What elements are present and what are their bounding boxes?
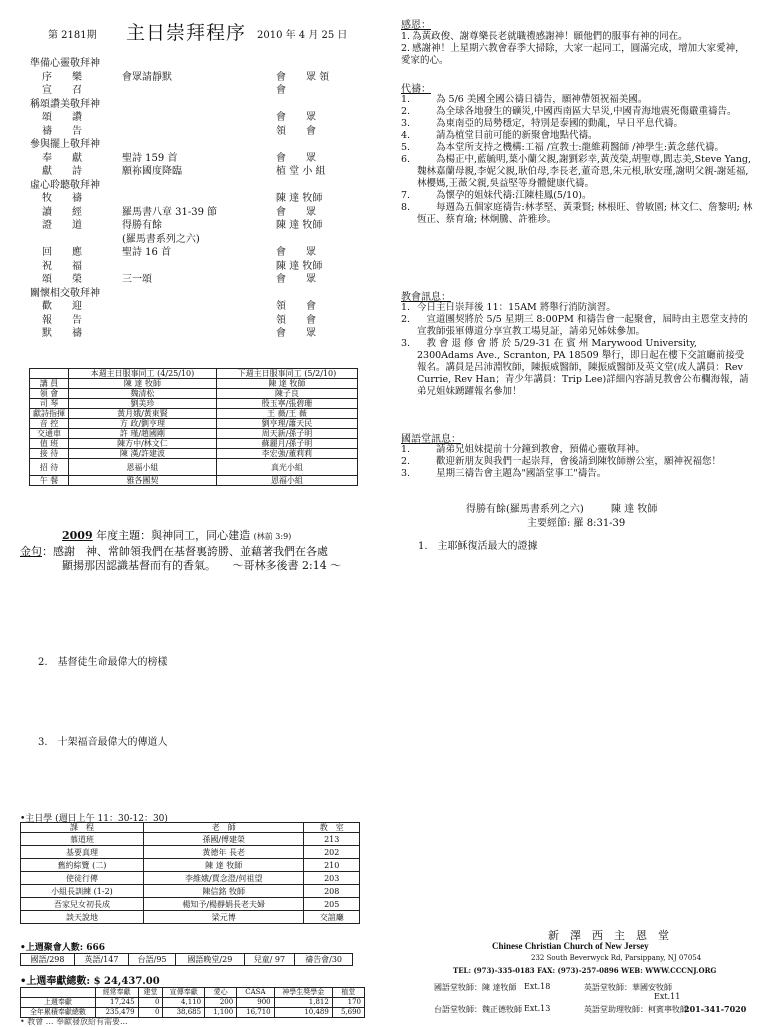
list-item-text: 為楊正中,藍毓明,葉小蘭父親,謝劉彩幸,黃茂榮,胡聖尊,閻志美,Steve Yang,魏林嘉蘭母親,李妮父親,耿伯母,李長老,董奇恩,朱元根,耿安瑾,謝明父親-謝延福,林櫻媽,王薇父親,吳益堅等身體健康代禱。 — [417, 154, 752, 189]
workers-cell: 音 控 — [30, 419, 69, 429]
list-item — [401, 338, 753, 398]
school-cell: 202 — [304, 846, 360, 859]
attendance-cell: 台語/95 — [128, 954, 175, 966]
offering-header-cell: 經常奉獻 — [95, 988, 138, 998]
order-item-name: 頌 榮 — [42, 274, 82, 285]
order-item-name: 讀 經 — [42, 206, 82, 218]
list-item-number: 4. — [401, 130, 411, 141]
workers-cell: 黃月娥/黃東賢 — [69, 409, 217, 419]
attendance-cell: 兒童/ 97 — [244, 954, 295, 966]
workers-row — [30, 419, 358, 429]
service-order — [30, 54, 360, 354]
offering-note: • 教會 ... 奉獻發放給有需要... — [20, 1017, 128, 1026]
order-item-detail: (羅馬書系列之六) — [122, 233, 200, 245]
theme-ref: (林前 3:9) — [253, 532, 292, 541]
school-row — [21, 833, 360, 846]
list-item — [401, 302, 753, 314]
sunday-school-table — [20, 822, 360, 924]
list-item — [401, 130, 753, 142]
school-row — [21, 846, 360, 859]
offering-header-cell: CASA — [237, 988, 274, 998]
school-cell: 孫國/傅建榮 — [143, 833, 304, 846]
attendance-cell: 禱告會/30 — [295, 954, 353, 966]
staff-field: Ext.18 — [524, 982, 551, 991]
staff-field: 國語堂牧師：陳 達牧師 — [434, 983, 517, 992]
workers-cell: 魏清松 — [69, 389, 217, 399]
school-row — [21, 885, 360, 898]
order-item-name: 默 禱 — [42, 328, 82, 339]
offering-cell: 全年累積奉獻總數 — [21, 1008, 96, 1018]
offering-cell: 200 — [205, 998, 237, 1008]
workers-cell: 司 琴 — [30, 399, 69, 409]
order-item-person: 會 眾 — [276, 112, 316, 123]
list-item-text: 為 5/6 美國全國公禱日禱告，願神帶領祝福美國。 — [417, 94, 648, 105]
workers-cell: 真光小組 — [216, 459, 357, 476]
order-item-person: 會 眾 領 — [276, 71, 330, 83]
offering-cell: 235,479 — [95, 1008, 138, 1018]
order-item-detail: 願祢國度降臨 — [122, 166, 182, 177]
list-item-number: 2. — [401, 106, 411, 117]
order-heading-text: 參與擺上敬拜神 — [30, 139, 100, 150]
list-item — [401, 444, 753, 456]
offering-cell: 0 — [138, 998, 163, 1008]
order-item-person: 會 眾 — [276, 206, 316, 218]
workers-cell: 蘇麗月/孫子明 — [216, 439, 357, 449]
workers-cell: 恩福小組 — [216, 476, 357, 486]
list-item — [401, 142, 753, 154]
offering-cell: 0 — [138, 1008, 163, 1018]
school-cell: 陳 達 牧師 — [143, 859, 304, 872]
workers-row — [30, 389, 358, 399]
order-item-person: 會 眾 — [276, 274, 316, 285]
workers-cell: 陳 達 牧師 — [69, 379, 217, 389]
list-item — [401, 202, 753, 226]
church-name-zh: 新 澤 西 主 恩 堂 — [548, 929, 669, 942]
list-item-text: 為全球各地發生的礦災,中國西南區大旱災,中國青海地震死傷嚴重禱告。 — [417, 106, 737, 117]
order-item-name: 序 樂 — [42, 71, 82, 83]
list-item — [401, 456, 753, 468]
offering-table — [20, 987, 365, 1018]
list-item-number: 3. — [401, 118, 411, 129]
church-contact: TEL: (973)-335-0183 FAX: (973)-257-0896 WEB: WWW.CCCNJ.ORG — [453, 966, 717, 975]
workers-cell: 陳 達 牧師 — [216, 379, 357, 389]
list-item-number: 1. — [401, 302, 411, 313]
news-list — [401, 302, 753, 428]
offering-cell: 900 — [237, 998, 274, 1008]
prayer-list — [401, 94, 753, 284]
staff-field: 201-341-7020 — [684, 1004, 747, 1014]
workers-cell: 周天新/孫子明 — [216, 429, 357, 439]
order-heading-text: 稱頌讚美敬拜神 — [30, 98, 100, 110]
thanks-title: 感恩： — [401, 20, 431, 31]
workers-row — [30, 409, 358, 419]
list-item — [401, 154, 753, 190]
workers-cell: 劉亨理/蕭天民 — [216, 419, 357, 429]
workers-row — [30, 449, 358, 459]
order-item-person: 會 眾 — [276, 152, 316, 164]
list-item-number: 3. — [401, 468, 411, 479]
school-header-row — [21, 823, 360, 833]
workers-header-cell — [30, 369, 69, 379]
offering-cell: 1,812 — [274, 998, 332, 1008]
order-item-name: 祝 福 — [42, 260, 82, 272]
offering-cell: 170 — [332, 998, 364, 1008]
order-item-detail: 會眾請靜默 — [122, 71, 172, 83]
verse-line-1: ：感謝 神、常帥領我們在基督裏誇勝、並藉著我們在各處 — [42, 545, 328, 558]
workers-header-cell: 本週主日服事同工 (4/25/10) — [69, 369, 217, 379]
order-item-name: 禱 告 — [42, 125, 82, 137]
order-heading-text: 準備心靈敬拜神 — [30, 58, 100, 69]
school-cell: 使徒行傳 — [21, 872, 144, 885]
school-row — [21, 898, 360, 911]
order-item-name: 歡 迎 — [42, 301, 82, 312]
sermon-point-2: 2. 基督徒生命最偉大的榜樣 — [38, 657, 168, 668]
workers-row — [30, 476, 358, 486]
list-item-text: 為東南亞的局勢穩定，特別是泰國的動亂，早日平息代禱。 — [417, 118, 684, 129]
school-cell: 208 — [304, 885, 360, 898]
list-item — [401, 190, 753, 202]
list-item-number: 2. — [401, 456, 411, 467]
list-item-text: 歡迎新朋友與我們一起崇拜，會後請到陳牧師辦公室，願神祝福您！ — [417, 456, 722, 467]
offering-cell: 16,710 — [237, 1008, 274, 1018]
list-item-number: 1. — [401, 444, 411, 455]
list-item-text: 請弟兄姐妹提前十分鐘到教會，預備心靈敬拜神。 — [417, 444, 646, 455]
offering-row — [21, 998, 365, 1008]
order-item-detail: 聖詩 159 首 — [122, 152, 178, 164]
verse-line-2: 顯揚那因認識基督而有的香氣。 ～哥林多後書 2:14 ～ — [62, 559, 342, 572]
school-cell: 慕道班 — [21, 833, 144, 846]
school-cell: 213 — [304, 833, 360, 846]
church-name-en: Chinese Christian Church of New Jersey — [492, 941, 649, 951]
school-cell: 205 — [304, 898, 360, 911]
bulletin-title: 主日崇拜程序 — [126, 22, 247, 44]
school-cell: 黃德年 長老 — [143, 846, 304, 859]
prayer-title: 代禱： — [401, 84, 431, 95]
offering-header-cell: 植堂 — [332, 988, 364, 998]
annual-theme — [62, 527, 291, 543]
news-title: 教會訊息： — [401, 292, 451, 303]
sermon-point-3: 3. 十架福音最偉大的傳道人 — [38, 737, 168, 748]
workers-row — [30, 379, 358, 389]
workers-cell: 李宏強/董莉莉 — [216, 449, 357, 459]
order-heading-text: 虛心聆聽敬拜神 — [30, 179, 100, 191]
order-item-person: 會 眾 — [276, 328, 316, 339]
workers-cell: 值 班 — [30, 439, 69, 449]
bulletin-date: 2010 年 4 月 25 日 — [257, 30, 348, 41]
list-item-number: 7. — [401, 190, 411, 201]
workers-cell: 接 待 — [30, 449, 69, 459]
school-header-cell: 老 師 — [143, 823, 304, 833]
workers-header-row — [30, 369, 358, 379]
school-cell: 梁元博 — [143, 911, 304, 924]
mandarin-title: 國語堂訊息： — [401, 434, 461, 445]
mandarin-sermon-title: 得勝有餘(羅馬書系列之六) — [466, 504, 584, 515]
order-item-detail: 得勝有餘 — [122, 220, 162, 231]
list-item-number: 2. — [401, 314, 411, 325]
school-cell: 吾家兒女初長成 — [21, 898, 144, 911]
order-item-person: 陳 達 牧師 — [276, 193, 323, 204]
workers-cell: 獻詩指揮 — [30, 409, 69, 419]
list-item-number: 3. — [401, 338, 411, 349]
staff-field: 台語堂牧師：魏正德牧師 — [434, 1005, 522, 1014]
offering-title: •上週奉獻總數: $ 24,437.00 — [20, 976, 160, 987]
staff-field: 英語堂牧師：華國安牧師 — [584, 983, 672, 992]
school-cell: 交誼廳 — [304, 911, 360, 924]
list-item-text: 今日主日崇拜後 11：15AM 將舉行消防演習。 — [417, 302, 616, 313]
sermon-point-1: 1. 主耶穌復活最大的證據 — [418, 541, 538, 552]
list-item-number: 5. — [401, 142, 411, 153]
workers-row — [30, 429, 358, 439]
attendance-cell: 英語/147 — [74, 954, 128, 966]
list-item-text: 每週為五個家庭禱告:林孝堅、黃秉賢; 林根旺、曾敏園; 林文仁、詹黎明; 林恆正、蔡育瑜; 林炯騰、許雅珍。 — [417, 202, 753, 225]
offering-header-cell — [21, 988, 96, 998]
order-item-person: 陳 達 牧師 — [276, 260, 323, 272]
school-header-cell: 教 室 — [304, 823, 360, 833]
church-staff — [434, 982, 764, 1024]
list-item-number: 6. — [401, 154, 411, 165]
school-cell: 203 — [304, 872, 360, 885]
order-item-name: 回 應 — [42, 247, 82, 258]
order-item-name: 報 告 — [42, 314, 82, 326]
list-item-number: 1. — [401, 31, 411, 42]
workers-row — [30, 399, 358, 409]
workers-cell: 陳 漢/許建波 — [69, 449, 217, 459]
order-item-person: 領 會 — [276, 301, 316, 312]
theme-text: 年度主題：與神同工，同心建造 — [92, 529, 251, 542]
offering-cell: 1,100 — [205, 1008, 237, 1018]
offering-header-cell: 神學生獎學金 — [274, 988, 332, 998]
golden-verse — [20, 545, 341, 573]
list-item — [401, 94, 753, 106]
list-item-text: 為本堂所支持之機構:工福 /宣教士:龍維莉醫師 /神學生:黃念慈代禱。 — [417, 142, 725, 153]
list-item-number: 8. — [401, 202, 411, 213]
school-cell: 陳信銘 牧師 — [143, 885, 304, 898]
school-cell: 210 — [304, 859, 360, 872]
mandarin-sermon — [466, 500, 657, 515]
school-header-cell: 課 程 — [21, 823, 144, 833]
order-item-name: 牧 禱 — [42, 193, 82, 204]
attendance-cell: 國語/298 — [21, 954, 75, 966]
workers-row — [30, 459, 358, 476]
workers-cell: 交通車 — [30, 429, 69, 439]
staff-field: Ext.13 — [524, 1004, 551, 1013]
order-item-detail: 羅馬書八章 31-39 節 — [122, 206, 218, 218]
workers-cell: 領 會 — [30, 389, 69, 399]
list-item — [401, 314, 753, 338]
offering-header-cell: 建堂 — [138, 988, 163, 998]
list-item — [401, 118, 753, 130]
order-item-person: 陳 達 牧師 — [276, 220, 323, 231]
order-item-person: 領 會 — [276, 314, 316, 326]
workers-cell: 殷玉寧/張碧珊 — [216, 399, 357, 409]
order-item-name: 獻 詩 — [42, 166, 82, 177]
attendance-cell: 國語晚堂/29 — [176, 954, 244, 966]
school-cell: 小組長訓練 (1-2) — [21, 885, 144, 898]
order-item-detail: 三一頌 — [122, 274, 152, 285]
workers-cell: 招 待 — [30, 459, 69, 476]
order-item-person: 植 堂 小 組 — [276, 166, 326, 177]
order-heading-text: 關懷相交敬拜神 — [30, 287, 100, 299]
workers-cell: 講 員 — [30, 379, 69, 389]
order-item-name: 證 道 — [42, 220, 82, 231]
school-cell: 舊約綜覽 (二) — [21, 859, 144, 872]
offering-cell: 10,489 — [274, 1008, 332, 1018]
list-item-number: 2. — [401, 43, 411, 54]
staff-field: 英語堂助理牧師：柯賓寧牧師 — [584, 1005, 688, 1014]
offering-header-cell: 宣傳奉獻 — [163, 988, 205, 998]
list-item-text: 感謝神！上星期六教會春季大掃除，大家一起同工，圓滿完成，增加大家愛神，愛家的心。 — [401, 43, 745, 66]
order-item-name: 頌 讚 — [42, 112, 82, 123]
issue-number: 第 2181期 — [48, 30, 97, 41]
attendance-table — [20, 953, 353, 966]
offering-header-cell: 愛心 — [205, 988, 237, 998]
workers-cell: 恩福小組 — [69, 459, 217, 476]
workers-cell: 陳子良 — [216, 389, 357, 399]
workers-cell: 方 政/劉亨理 — [69, 419, 217, 429]
attendance-row — [21, 954, 353, 966]
list-item-text: 請為植堂目前可能的新聚會地點代禱。 — [417, 130, 598, 141]
list-item-number: 1. — [401, 94, 411, 105]
workers-row — [30, 439, 358, 449]
list-item — [401, 31, 753, 43]
school-row — [21, 911, 360, 924]
mandarin-list — [401, 444, 753, 500]
list-item-text: 教 會 退 修 會 將 於 5/29-31 在 賓 州 Marywood University, 2300Adams Ave., Scranton, PA 18509 舉行，即日起在樓下交誼廳前接受報名。講員是呂沛淵牧師，陳振威醫師，陳振威醫師及英文堂(成人講員：Rev Currie, Rev Han；青少年講員：Trip Lee)詳細內容請見教會公布欄海報，請弟兄姐妹踴躍報名參加！ — [417, 338, 749, 397]
verse-label: 金句 — [20, 545, 42, 558]
school-cell: 李維娥/賈念澄/何祖望 — [143, 872, 304, 885]
offering-cell: 5,690 — [332, 1008, 364, 1018]
attendance-title: •上週聚會人數: 666 — [20, 943, 105, 953]
order-item-name: 宣 召 — [42, 85, 82, 96]
list-item — [401, 106, 753, 118]
offering-cell: 38,685 — [163, 1008, 205, 1018]
order-item-person: 領 會 — [276, 125, 316, 137]
church-address: 232 South Beverwyck Rd, Parsippany, NJ 07054 — [531, 954, 702, 962]
list-item — [401, 43, 753, 67]
order-item-name: 奉 獻 — [42, 152, 82, 164]
thanks-list — [401, 31, 753, 78]
mandarin-sermon-text: 主要經節: 羅 8:31-39 — [527, 518, 626, 529]
offering-cell: 17,245 — [95, 998, 138, 1008]
workers-cell: 午 餐 — [30, 476, 69, 486]
school-cell: 楊知予/楊靜娟長老夫婦 — [143, 898, 304, 911]
order-item-person: 會 — [276, 85, 286, 96]
workers-cell: 許 瑾/趙國剛 — [69, 429, 217, 439]
workers-cell: 劉美珍 — [69, 399, 217, 409]
theme-year: 2009 — [62, 529, 93, 542]
list-item-text: 宣道團契將於 5/5 星期三 8:00PM 和禱告會一起聚會，屆時由主恩堂支持的宣教師張軍傳道分享宣教工場見証，請弟兄姊妹參加。 — [417, 314, 748, 337]
sunday-school-title: •主日學 (週日上午 11：30-12：30) — [20, 814, 168, 824]
workers-cell: 陳方中/林文仁 — [69, 439, 217, 449]
workers-cell: 王 薇/王 薇 — [216, 409, 357, 419]
school-cell: 基要真理 — [21, 846, 144, 859]
workers-cell: 雅各團契 — [69, 476, 217, 486]
school-cell: 談天說地 — [21, 911, 144, 924]
offering-cell: 4,110 — [163, 998, 205, 1008]
list-item — [401, 468, 753, 480]
workers-header-cell: 下週主日服事同工 (5/2/10) — [216, 369, 357, 379]
mandarin-sermon-speaker: 陳 達 牧師 — [611, 504, 658, 515]
workers-table — [29, 368, 358, 486]
order-item-person: 會 眾 — [276, 247, 316, 258]
list-item-text: 為黃政俊、謝尊樂長老就職禮感謝神！願他們的服事有神的同在。 — [412, 31, 688, 42]
school-row — [21, 859, 360, 872]
offering-header-row — [21, 988, 365, 998]
list-item-text: 為懷孕的姐妹代禱:江陳桂鳳(5/10)。 — [417, 190, 592, 201]
list-item-text: 星期三禱告會主題為"國語堂事工"禱告。 — [417, 468, 607, 479]
school-row — [21, 872, 360, 885]
staff-field: Ext.11 — [654, 992, 681, 1001]
offering-cell: 上週奉獻 — [21, 998, 96, 1008]
order-item-detail: 聖詩 16 首 — [122, 247, 172, 258]
